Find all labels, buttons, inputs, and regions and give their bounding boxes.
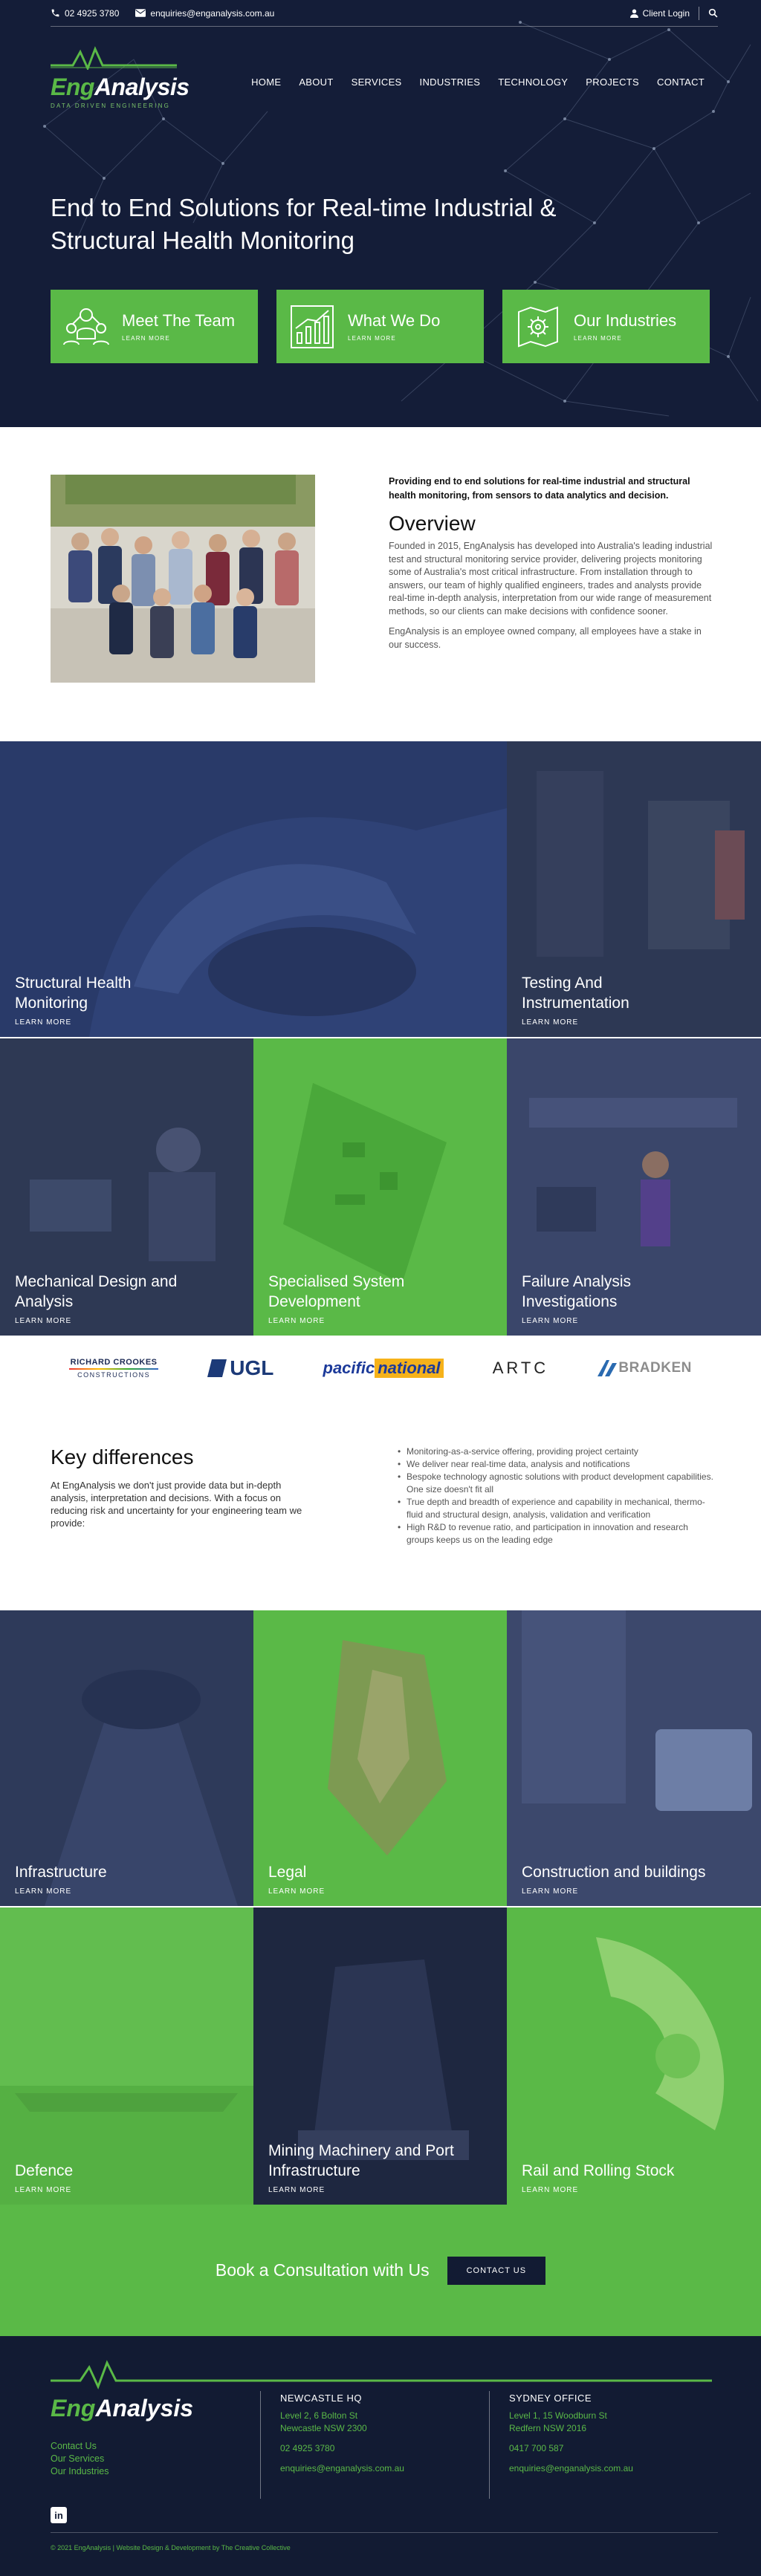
tile-mining-machinery-and-port-infrastructure[interactable] [253, 1907, 507, 2205]
key-differences-heading: Key differences [51, 1445, 194, 1468]
brand-tagline: DATA DRIVEN ENGINEERING [51, 103, 170, 109]
card-learn-more: LEARN MORE [574, 335, 622, 342]
phone-text: 02 4925 3780 [65, 7, 120, 19]
tile-learn-more: LEARN MORE [15, 1887, 72, 1896]
newcastle-office [260, 2391, 453, 2499]
tile-learn-more: LEARN MORE [15, 1018, 72, 1027]
tile-construction-and-buildings[interactable] [507, 1610, 761, 1906]
overview-paragraph-2: EngAnalysis is an employee owned company, all employees have a stake in our success. [389, 626, 702, 650]
footer-link-contact[interactable]: Contact Us [51, 2441, 97, 2451]
tile-label: Construction and buildings [522, 1864, 706, 1881]
coupler-background [507, 1907, 761, 2205]
tile-learn-more: LEARN MORE [522, 1018, 579, 1027]
footer-wordmark: EngAnalysis [51, 2395, 194, 2421]
linkedin-icon[interactable]: in [51, 2507, 67, 2523]
footer-link-industries[interactable]: Our Industries [51, 2466, 109, 2476]
office-email[interactable]: enquiries@enganalysis.com.au [509, 2463, 633, 2473]
office-title: SYDNEY OFFICE [509, 2393, 592, 2404]
tile-failure-analysis-investigations[interactable] [507, 1038, 761, 1336]
logo-richard-crookes: RICHARD CROOKES CONSTRUCTIONS [70, 1358, 158, 1379]
key-differences-section [0, 1401, 761, 1610]
tile-learn-more: LEARN MORE [15, 2186, 72, 2194]
tile-structural-health-monitoring[interactable] [0, 741, 507, 1037]
overview-section [0, 427, 761, 741]
office-phone[interactable]: 02 4925 3780 [280, 2443, 335, 2453]
tile-label: Infrastructure [15, 1864, 107, 1881]
card-title: Meet The Team [122, 311, 236, 330]
tile-learn-more: LEARN MORE [15, 1317, 72, 1325]
hero-title: End to End Solutions for Real-time Industrial & Structural Health Monitoring [51, 194, 557, 254]
logo-pacific-national: pacific national [323, 1359, 444, 1378]
tile-testing-and-instrumentation[interactable] [507, 741, 761, 1037]
industries-grid [0, 1610, 761, 2205]
brand-wordmark: EngAnalysis [51, 74, 190, 100]
footer [0, 2336, 761, 2576]
nav-industries[interactable]: INDUSTRIES [419, 77, 481, 88]
user-icon [630, 9, 638, 18]
tile-label: Mining Machinery and Port Infrastructure [268, 2142, 454, 2179]
tile-legal[interactable] [253, 1610, 507, 1906]
office-address: Level 1, 15 Woodburn St Redfern NSW 2016 [509, 2410, 607, 2433]
sydney-office [489, 2391, 682, 2499]
nav-about[interactable]: ABOUT [299, 77, 334, 88]
client-login-label: Client Login [642, 7, 690, 19]
tile-rail-and-rolling-stock[interactable] [507, 1907, 761, 2205]
list-item: • Monitoring-as-a-service offering, providing project certainty [398, 1445, 717, 1458]
nav-contact[interactable]: CONTACT [657, 77, 705, 88]
list-item: • We deliver near real-time data, analysis and notifications [398, 1458, 717, 1471]
email-link[interactable] [135, 8, 274, 19]
office-address: Level 2, 6 Bolton St Newcastle NSW 2300 [280, 2410, 367, 2433]
office-email[interactable]: enquiries@enganalysis.com.au [280, 2463, 404, 2473]
our-industries-card[interactable] [502, 290, 710, 363]
card-title: Our Industries [574, 311, 677, 330]
overview-paragraph-1: Founded in 2015, EngAnalysis has developed into Australia's leading industrial test and structural monitoring service provider, delivering projects monitoring some of Australia's most critical infrastructure. From installation through to answers, our team of highly qualified engineers, trades and analysts provide real-time in-depth analysis, interpretation from our wide range of measurement methods, so our clients can make decisions with confidence sooner. [389, 541, 713, 617]
footer-divider [51, 2532, 718, 2533]
phone-icon [51, 8, 60, 18]
logo-bradken: BRADKEN [598, 1360, 692, 1376]
list-item: • True depth and breadth of experience and capability in mechanical, thermo-fluid and structural design, analysis, validation and verification [398, 1496, 717, 1521]
office-phone[interactable]: 0417 700 587 [509, 2443, 564, 2453]
tile-learn-more: LEARN MORE [522, 2186, 579, 2194]
copyright: © 2021 EngAnalysis | Website Design & Development by The Creative Collective [51, 2544, 291, 2551]
search-icon[interactable] [708, 8, 718, 18]
waveform-logo-icon [51, 46, 177, 70]
tile-learn-more: LEARN MORE [268, 1887, 326, 1896]
nav-projects[interactable]: PROJECTS [586, 77, 640, 88]
tile-label: Mechanical Design and Analysis [15, 1273, 178, 1310]
tile-label: Legal [268, 1864, 307, 1881]
overview-lead: Providing end to end solutions for real-time industrial and structural health monitoring, from sensors to data analytics and decision. [389, 476, 690, 501]
tile-label: Rail and Rolling Stock [522, 2162, 675, 2179]
tile-specialised-system-development[interactable] [253, 1038, 507, 1336]
chart-icon [288, 303, 336, 351]
tile-defence[interactable] [0, 1907, 253, 2205]
team-icon [62, 303, 110, 351]
tile-learn-more: LEARN MORE [522, 1887, 579, 1896]
services-grid [0, 741, 761, 1336]
waveform-logo-icon [51, 2360, 712, 2390]
consultation-banner [0, 2205, 761, 2336]
footer-link-services[interactable]: Our Services [51, 2453, 105, 2464]
hero-section [0, 0, 761, 427]
key-differences-list [398, 1445, 717, 1546]
client-login-link[interactable] [630, 8, 690, 19]
tile-learn-more: LEARN MORE [268, 1317, 326, 1325]
tile-infrastructure[interactable] [0, 1610, 253, 1906]
tile-learn-more: LEARN MORE [268, 2186, 326, 2194]
contact-us-button[interactable]: CONTACT US [447, 2257, 546, 2285]
blueprint-gear-icon [514, 303, 562, 351]
ship-background [0, 1907, 253, 2205]
tile-label: Failure Analysis Investigations [522, 1273, 632, 1310]
list-item: • High R&D to revenue ratio, and participation in innovation and research groups keeps us on the leading edge [398, 1521, 717, 1546]
tile-label: Specialised System Development [268, 1273, 405, 1310]
footer-links [51, 2440, 109, 2478]
nav-technology[interactable]: TECHNOLOGY [498, 77, 569, 88]
tile-label: Testing And Instrumentation [522, 975, 629, 1012]
overview-heading: Overview [389, 512, 476, 535]
list-item: • Bespoke technology agnostic solutions with product development capabilities. One size doesn't fit all [398, 1471, 717, 1496]
nav-services[interactable]: SERVICES [351, 77, 402, 88]
email-text: enquiries@enganalysis.com.au [150, 7, 275, 19]
tile-learn-more: LEARN MORE [522, 1317, 579, 1325]
consultation-title: Book a Consultation with Us [215, 2260, 430, 2280]
hero-cards [51, 290, 710, 363]
tile-label: Structural Health Monitoring [15, 975, 132, 1012]
tile-mechanical-design-and-analysis[interactable] [0, 1038, 253, 1336]
what-we-do-card[interactable] [276, 290, 484, 363]
overview-text [389, 475, 713, 659]
card-learn-more: LEARN MORE [122, 335, 170, 342]
logo-ugl: UGL [207, 1356, 273, 1380]
brand-logo[interactable] [51, 46, 190, 109]
main-nav [251, 77, 705, 88]
key-differences-intro: At EngAnalysis we don't just provide data but in-depth analysis, interpretation and decisions. With a focus on reducing risk and uncertainty for your engineering team we provide: [51, 1480, 302, 1529]
card-title: What We Do [348, 311, 441, 330]
tile-label: Defence [15, 2162, 74, 2179]
team-photo [51, 475, 315, 683]
meet-the-team-card[interactable] [51, 290, 258, 363]
logo-artc: ARTC [492, 1359, 549, 1377]
envelope-icon [135, 9, 146, 17]
client-logos [0, 1336, 761, 1401]
nav-home[interactable]: HOME [251, 77, 282, 88]
top-bar [51, 0, 718, 27]
phone-link[interactable] [51, 8, 119, 19]
office-title: NEWCASTLE HQ [280, 2393, 363, 2404]
card-learn-more: LEARN MORE [348, 335, 396, 342]
